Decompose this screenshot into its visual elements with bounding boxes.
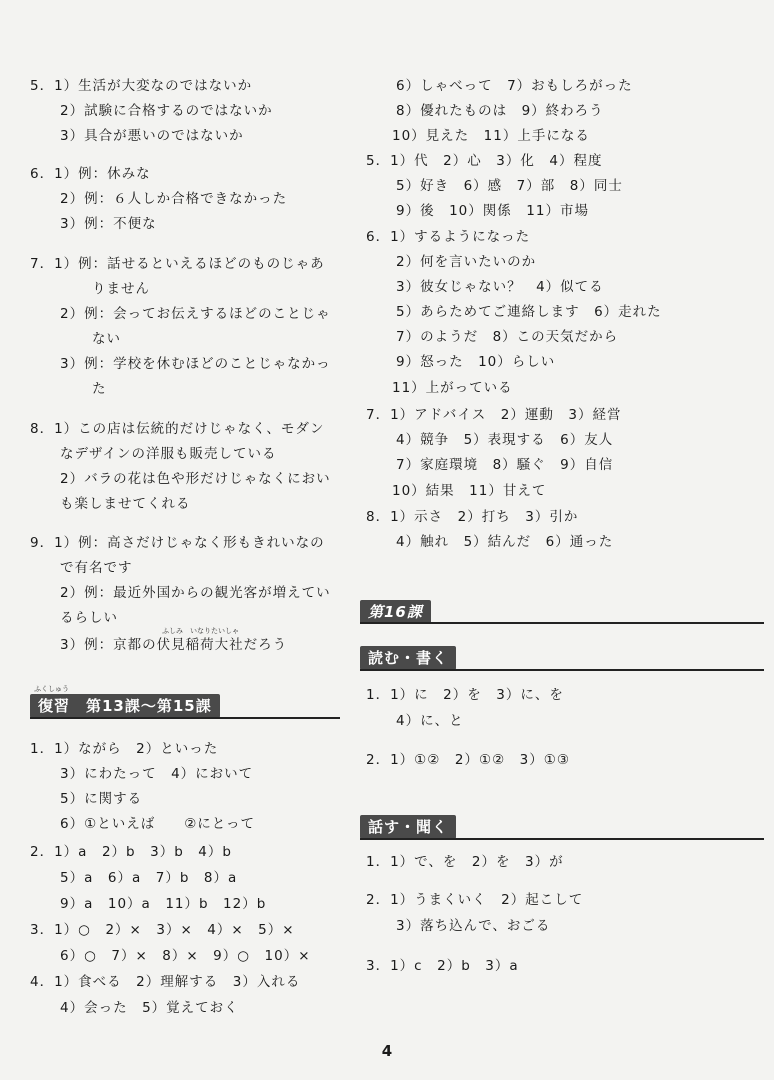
answer-line: 8．1）示さ 2）打ち 3）引か — [366, 509, 579, 525]
read-write-header: 読む・書く — [360, 646, 456, 670]
answer-line: 2．1）①② 2）①② 3）①③ — [366, 752, 570, 768]
answer-line: 3）落ち込んで、おごる — [396, 918, 551, 934]
section-rule — [30, 717, 340, 719]
answer-line: 2）例：６人しか合格できなかった — [60, 191, 288, 207]
speak-listen-header: 話す・聞く — [360, 815, 456, 839]
answer-line: 1．1）ながら 2）といった — [30, 741, 219, 757]
answer-line: 10）見えた 11）上手になる — [392, 128, 590, 144]
answer-line: 2）試験に合格するのではないか — [60, 103, 273, 119]
lesson-rule — [360, 622, 764, 624]
answer-line: 2．1）a 2）b 3）b 4）b — [30, 844, 232, 860]
answer-line: るらしい — [60, 610, 118, 626]
page-number: 4 — [381, 1042, 393, 1060]
answer-line: 5．1）代 2）心 3）化 4）程度 — [366, 153, 603, 169]
answer-line: ない — [92, 331, 121, 347]
answer-line: 6）しゃべって 7）おもしろがった — [396, 78, 633, 94]
answer-line: も楽しませてくれる — [60, 496, 191, 512]
answer-line: 2）例：最近外国からの観光客が増えてい — [60, 585, 331, 601]
answer-line: 7．1）アドバイス 2）運動 3）経営 — [366, 407, 622, 423]
answer-line: 8）優れたものは 9）終わろう — [396, 103, 604, 119]
answer-line: 4）触れ 5）結んだ 6）通った — [396, 534, 614, 550]
answer-line: 11）上がっている — [392, 380, 513, 396]
answer-line: 9）a 10）a 11）b 12）b — [60, 896, 267, 912]
answer-line: 4．1）食べる 2）理解する 3）入れる — [30, 974, 301, 990]
answer-line: 7．1）例：話せるといえるほどのものじゃあ — [30, 256, 325, 272]
answer-line: 2）バラの花は色や形だけじゃなくにおい — [60, 471, 331, 487]
answer-line: 3）にわたって 4）において — [60, 766, 254, 782]
answer-line: 9）後 10）関係 11）市場 — [396, 203, 589, 219]
answer-line: 5）a 6）a 7）b 8）a — [60, 870, 238, 886]
answer-line: 3．1）c 2）b 3）a — [366, 958, 519, 974]
answer-line: で有名です — [60, 560, 133, 576]
answer-line: 4）に、と — [396, 713, 464, 729]
answer-line: 5）好き 6）感 7）部 8）同士 — [396, 178, 623, 194]
answer-line: 7）家庭環境 8）騒ぐ 9）自信 — [396, 457, 614, 473]
answer-line: 10）結果 11）甘えて — [392, 483, 547, 499]
review-section-header: 復習 第13課～第15課 — [30, 694, 220, 718]
answer-line: 3）具合が悪いのではないか — [60, 128, 244, 144]
answer-line: なデザインの洋服も販売している — [60, 446, 277, 462]
answer-line: 3．1）○ 2）× 3）× 4）× 5）× — [30, 922, 295, 938]
answer-line: 6）○ 7）× 8）× 9）○ 10）× — [60, 948, 311, 964]
answer-line: た — [92, 381, 107, 397]
answer-line: 2）何を言いたいのか — [396, 254, 537, 270]
answer-line: 1．1）で、を 2）を 3）が — [366, 854, 564, 870]
answer-line: 3）彼女じゃない？ 4）似てる — [396, 279, 604, 295]
furigana: ふしみ いなりたいしゃ — [162, 627, 239, 635]
answer-line: 7）のようだ 8）この天気だから — [396, 329, 619, 345]
answer-line: 9．1）例：高さだけじゃなく形もきれいなの — [30, 535, 325, 551]
answer-line: 5）に関する — [60, 791, 143, 807]
answer-line: 8．1）この店は伝統的だけじゃなく、モダン — [30, 421, 325, 437]
answer-line: 2）例：会ってお伝えするほどのことじゃ — [60, 306, 331, 322]
answer-line: 3）例：京都の伏見稲荷大社だろう — [60, 637, 288, 653]
section-rule — [360, 669, 764, 671]
answer-line: 6．1）するようになった — [366, 229, 531, 245]
answer-line: 3）例：不便な — [60, 216, 157, 232]
answer-line: 5．1）生活が大変なのではないか — [30, 78, 253, 94]
lesson-header: 第16課 — [360, 600, 431, 624]
answer-line: 6）①といえば ②にとって — [60, 816, 256, 832]
answer-line: 2．1）うまくいく 2）起こして — [366, 892, 584, 908]
answer-line: 4）競争 5）表現する 6）友人 — [396, 432, 614, 448]
answer-line: 1．1）に 2）を 3）に、を — [366, 687, 564, 703]
answer-line: 4）会った 5）覚えておく — [60, 1000, 239, 1016]
section-rule — [360, 838, 764, 840]
answer-line: 5）あらためてご連絡します 6）走れた — [396, 304, 662, 320]
answer-line: 9）怒った 10）らしい — [396, 354, 556, 370]
furigana: ふくしゅう — [34, 685, 69, 693]
answer-line: りません — [92, 281, 150, 297]
answer-line: 6．1）例：休みな — [30, 166, 151, 182]
answer-line: 3）例：学校を休むほどのことじゃなかっ — [60, 356, 331, 372]
